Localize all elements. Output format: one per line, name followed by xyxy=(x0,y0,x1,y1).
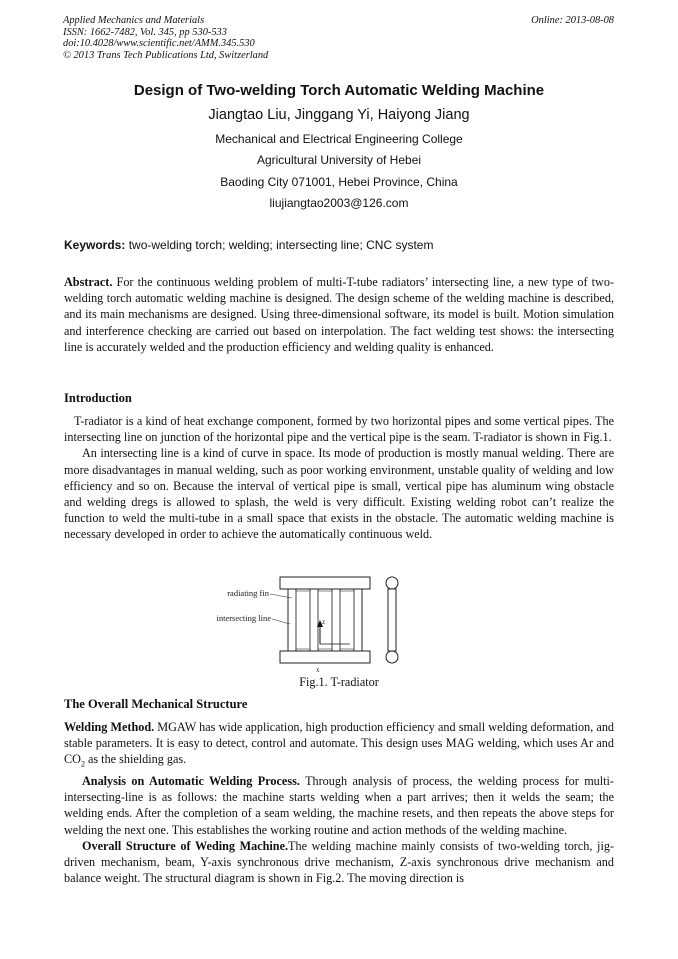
analysis-label: Analysis on Automatic Welding Process. xyxy=(82,774,300,789)
bottom-header-pipe xyxy=(280,651,370,663)
vertical-tube-4 xyxy=(354,589,362,651)
welding-method-text-end: as the shielding gas. xyxy=(84,752,187,767)
vertical-tube-1 xyxy=(288,589,296,651)
keywords xyxy=(64,238,433,252)
intersecting-line-label: intersecting line xyxy=(216,613,271,623)
analysis-paragraph xyxy=(64,773,614,838)
radiating-fin-3 xyxy=(340,591,354,649)
x-axis-label: x xyxy=(316,666,320,674)
abstract xyxy=(64,274,614,355)
welding-method-label: Welding Method. xyxy=(64,720,155,734)
welding-method-text: MGAW has wide application, high production efficiency and small welding deformation, and stable parameters. It is easy to detect, control and automate. This design uses MAG welding, which uses Ar and CO xyxy=(64,720,615,767)
side-view-top-circle xyxy=(386,577,398,589)
overall-structure-paragraph xyxy=(64,838,614,887)
abstract-label: Abstract. xyxy=(64,275,113,289)
z-axis-label: z xyxy=(322,618,326,626)
structure-body xyxy=(64,719,614,886)
top-header-pipe xyxy=(280,577,370,589)
author-list: Jiangtao Liu, Jinggang Yi, Haiyong Jiang xyxy=(208,107,470,123)
author-email: liujiangtao2003@126.com xyxy=(269,196,409,210)
intersecting-leader-line xyxy=(272,619,290,624)
introduction-body xyxy=(64,413,614,543)
keywords-label: Keywords: xyxy=(64,238,126,252)
fin-label: radiating fin xyxy=(227,588,269,598)
journal-doi: doi:10.4028/www.scientific.net/AMM.345.530 xyxy=(63,38,255,50)
welding-method-paragraph xyxy=(64,719,614,773)
affiliation-university: Agricultural University of Hebei xyxy=(256,153,422,167)
figure-1-caption: Fig.1. T-radiator xyxy=(299,675,379,689)
side-view-bottom-circle xyxy=(386,651,398,663)
online-date: Online: 2013-08-08 xyxy=(531,15,614,26)
vertical-tube-3 xyxy=(332,589,340,651)
overall-structure-text: The welding machine mainly consists of two-welding torch, jig-driven mechanism, beam, Y-axis synchronous drive mechanism, Z-axis synchronous drive mechanism and balance weight. The structural diagram is shown in Fig.2. The moving direction is xyxy=(64,838,614,886)
journal-copyright: © 2013 Trans Tech Publications Ltd, Switzerland xyxy=(63,49,269,61)
intro-paragraph-2: An intersecting line is a kind of curve in space. Its mode of production is mostly manual welding. There are more disadvantages in manual welding, such as poor working environment, unstable quality of welding and low efficiency and so on. Because the interval of vertical pipe is small, vertical pipe has aluminum wing obstacle and welding dregs is allowed to splash, the weld is very difficult. Existing welding robot can’t realize the function to weld the multi-tube in a small space that exists in the obstacle. The automatic welding machine is necessary developed in order to achieve the automatically continuous weld. xyxy=(64,446,614,542)
vertical-tube-2 xyxy=(310,589,318,651)
journal-header xyxy=(63,15,268,61)
introduction-heading: Introduction xyxy=(64,391,132,405)
figure-1-t-radiator xyxy=(200,572,480,675)
intro-paragraph-1: T-radiator is a kind of heat exchange component, formed by two horizontal pipes and some vertical pipes. The intersecting line on junction of the horizontal pipe and the vertical pipe is the seam. T-radiator is shown in Fig.1. xyxy=(64,414,614,445)
journal-issn: ISSN: 1662-7482, Vol. 345, pp 530-533 xyxy=(63,26,227,38)
affiliation-college: Mechanical and Electrical Engineering College xyxy=(215,132,463,146)
structure-heading: The Overall Mechanical Structure xyxy=(64,697,248,711)
journal-name: Applied Mechanics and Materials xyxy=(63,15,205,26)
co2-subscript: 2 xyxy=(80,759,85,769)
abstract-text: For the continuous welding problem of multi-T-tube radiators’ intersecting line, a new type of two-welding torch automatic welding machine is designed. The design scheme of the welding machine is described, and its main mechanisms are designed. Using three-dimensional software, its model is built. Motion simulation and interference checking are carried out based on interpolation. The fact welding test shows: the intersecting line is accurately welded and the production efficiency and welding quality is enhanced. xyxy=(64,275,614,354)
paper-title: Design of Two-welding Torch Automatic Welding Machine xyxy=(133,82,545,99)
analysis-text: Through analysis of process, the welding process for multi-intersecting-line is as follows: the machine starts welding when a part arrives; then it welds the seam; the welding ends. After the completion of a seam welding, the machine resets, and then repeats the above steps for welding the next one. This establishes the working routine and action methods of the welding machine. xyxy=(64,774,614,837)
radiating-fin-1 xyxy=(296,591,310,649)
keywords-text: two-welding torch; welding; intersecting line; CNC system xyxy=(125,238,434,252)
side-view-tube xyxy=(388,589,396,651)
fin-leader-line xyxy=(270,594,292,598)
affiliation-city: Baoding City 071001, Hebei Province, China xyxy=(220,175,458,189)
overall-structure-label: Overall Structure of Weding Machine. xyxy=(82,838,289,853)
